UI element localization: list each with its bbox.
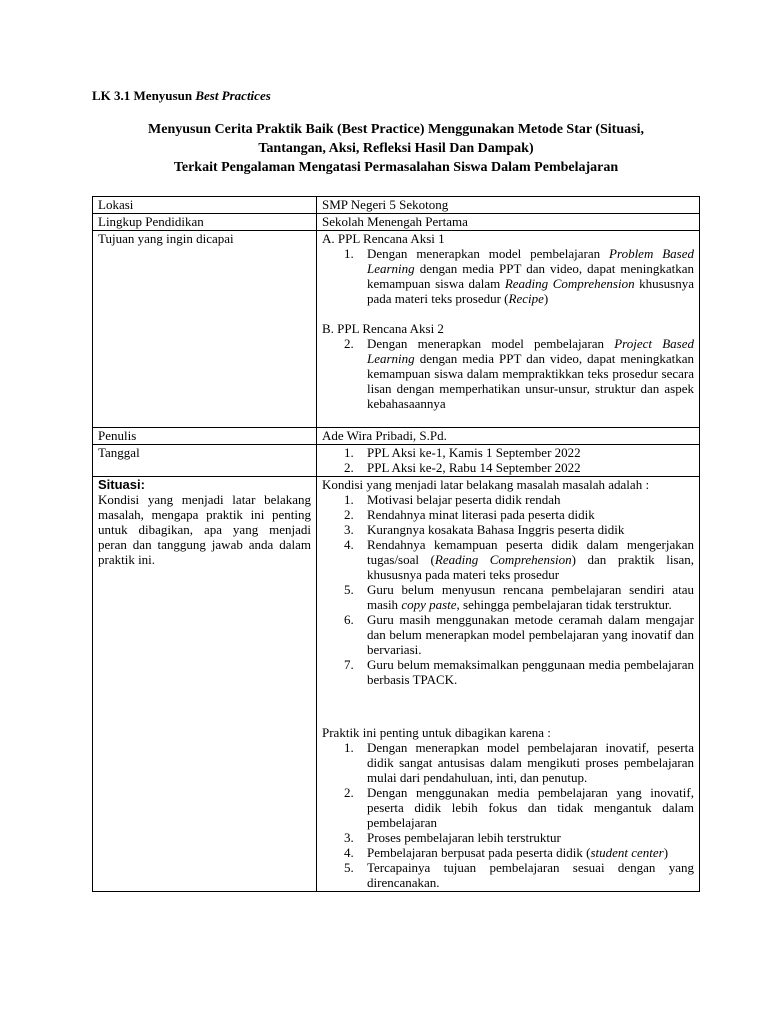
praktik-item xyxy=(322,860,694,890)
item-number: 5. xyxy=(344,582,354,597)
tanggal-label: Tanggal xyxy=(93,445,317,477)
tanggal-item-text: PPL Aksi ke-1, Kamis 1 September 2022 xyxy=(367,445,581,460)
item-number: 4. xyxy=(344,845,354,860)
aksi-1-heading: A. PPL Rencana Aksi 1 xyxy=(322,231,445,246)
praktik-item-text: Dengan menerapkan model pembelajaran inovatif, peserta didik sangat antusisas dalam mengikuti proses pembelajaran mulai dari pendahuluan, inti, dan penutup. xyxy=(367,740,694,785)
worksheet-label xyxy=(92,88,271,103)
row-penulis xyxy=(93,428,700,445)
kondisi-list xyxy=(322,492,694,687)
aksi-1-text-3: khususnya pada materi teks prosedur ( xyxy=(367,276,695,306)
best-practice-table xyxy=(92,196,700,892)
aksi-1-italic-1: Problem Based Learning xyxy=(367,246,694,276)
kondisi-item xyxy=(322,537,694,582)
aksi-2-heading: B. PPL Rencana Aksi 2 xyxy=(322,321,444,336)
row-situasi xyxy=(93,477,700,892)
tanggal-item xyxy=(322,460,694,475)
item-number: 5. xyxy=(344,860,354,875)
item-number: 2. xyxy=(344,460,354,475)
praktik-item xyxy=(322,740,694,785)
item-number: 1. xyxy=(344,740,354,755)
tanggal-list xyxy=(322,445,694,475)
praktik-item-text: Dengan menggunakan media pembelajaran yang inovatif, peserta didik lebih fokus dan tidak mengantuk dalam pembelajaran xyxy=(367,785,694,830)
item-number: 6. xyxy=(344,612,354,627)
heading-line-3: Terkait Pengalaman Mengatasi Permasalahan Siswa Dalam Pembelajaran xyxy=(173,160,619,175)
aksi-1-list xyxy=(322,246,694,306)
spacer xyxy=(322,411,694,426)
item-number: 1. xyxy=(344,445,354,460)
item-number: 3. xyxy=(344,830,354,845)
aksi-1-item xyxy=(322,246,694,306)
kondisi-item xyxy=(322,582,694,612)
situasi-value xyxy=(317,477,700,892)
praktik-item xyxy=(322,785,694,830)
aksi-2-italic-1: Project Based Learning xyxy=(367,336,694,366)
aksi-1-italic-2: Reading Comprehension xyxy=(504,276,635,291)
aksi-1-text-2: dengan media PPT dan video, dapat meningkatkan kemampuan siswa dalam xyxy=(367,261,694,291)
tanggal-item xyxy=(322,445,694,460)
worksheet-label-italic: Best Practices xyxy=(195,88,271,103)
aksi-2-text-1: Dengan menerapkan model pembelajaran xyxy=(367,336,615,351)
worksheet-label-text: LK 3.1 Menyusun xyxy=(92,88,196,103)
tanggal-item-text: PPL Aksi ke-2, Rabu 14 September 2022 xyxy=(367,460,581,475)
kondisi-item-text: Motivasi belajar peserta didik rendah xyxy=(367,492,561,507)
item-number: 3. xyxy=(344,522,354,537)
situasi-cell xyxy=(93,477,317,892)
kondisi-item xyxy=(322,522,694,537)
penulis-value: Ade Wira Pribadi, S.Pd. xyxy=(317,428,700,445)
heading-line-2: Tantangan, Aksi, Refleksi Hasil Dan Dampak) xyxy=(258,141,534,156)
row-tanggal xyxy=(93,445,700,477)
item-number: 2. xyxy=(344,785,354,800)
item-number: 7. xyxy=(344,657,354,672)
praktik-item-text: Proses pembelajaran lebih terstruktur xyxy=(367,830,561,845)
kondisi-item xyxy=(322,507,694,522)
lokasi-label: Lokasi xyxy=(93,197,317,214)
lingkup-label: Lingkup Pendidikan xyxy=(93,214,317,231)
aksi-1-italic-3: Recipe xyxy=(508,291,544,306)
praktik-item xyxy=(322,830,694,845)
penulis-label: Penulis xyxy=(93,428,317,445)
praktik-item-text: Pembelajaran berpusat pada peserta didik (student center) xyxy=(367,845,669,860)
item-number: 1. xyxy=(344,492,354,507)
item-number: 4. xyxy=(344,537,354,552)
aksi-2-item xyxy=(322,336,694,411)
praktik-list xyxy=(322,740,694,890)
kondisi-item-text: Guru belum menyusun rencana pembelajaran sendiri atau masih copy paste, sehingga pembelajaran tidak terstruktur. xyxy=(367,582,694,612)
kondisi-item-text: Kurangnya kosakata Bahasa Inggris peserta didik xyxy=(367,522,625,537)
kondisi-item-text: Guru masih menggunakan metode ceramah dalam mengajar dan belum menerapkan model pembelajaran yang inovatif dan bervariasi. xyxy=(367,612,694,657)
lokasi-value: SMP Negeri 5 Sekotong xyxy=(317,197,700,214)
row-tujuan xyxy=(93,231,700,428)
situasi-title: Situasi: xyxy=(98,477,145,492)
aksi-2-text-2: dengan media PPT dan video, dapat meningkatkan kemampuan siswa dalam mempraktikkan teks prosedur secara lisan dengan memperhatikan unsur-unsur, struktur dan aspek kebahasaannya xyxy=(367,351,694,411)
kondisi-item xyxy=(322,492,694,507)
aksi-2-list xyxy=(322,336,694,411)
lingkup-value: Sekolah Menengah Pertama xyxy=(317,214,700,231)
aksi-1-text-1: Dengan menerapkan model pembelajaran xyxy=(367,246,610,261)
row-lokasi xyxy=(93,197,700,214)
tanggal-value xyxy=(317,445,700,477)
spacer xyxy=(322,306,694,321)
heading-line-1: Menyusun Cerita Praktik Baik (Best Practice) Menggunakan Metode Star (Situasi, xyxy=(148,122,644,137)
row-lingkup xyxy=(93,214,700,231)
kondisi-item-text: Rendahnya kemampuan peserta didik dalam mengerjakan tugas/soal (Reading Comprehension) dan praktik lisan, khususnya pada materi teks prosedur xyxy=(367,537,695,582)
situasi-description: Kondisi yang menjadi latar belakang masalah, mengapa praktik ini penting untuk dibagikan, apa yang menjadi peran dan tanggung jawab anda dalam praktik ini. xyxy=(98,492,311,567)
item-number: 1. xyxy=(344,246,354,261)
kondisi-item-text: Guru belum memaksimalkan penggunaan media pembelajaran berbasis TPACK. xyxy=(367,657,694,687)
praktik-item xyxy=(322,845,694,860)
tujuan-label: Tujuan yang ingin dicapai xyxy=(93,231,317,428)
praktik-intro: Praktik ini penting untuk dibagikan karena : xyxy=(322,725,551,740)
spacer xyxy=(322,687,694,725)
item-number: 2. xyxy=(344,336,354,351)
item-number: 2. xyxy=(344,507,354,522)
kondisi-item xyxy=(322,612,694,657)
aksi-1-text-4: ) xyxy=(543,291,549,306)
tujuan-value xyxy=(317,231,700,428)
kondisi-item xyxy=(322,657,694,687)
kondisi-intro: Kondisi yang menjadi latar belakang masalah masalah adalah : xyxy=(322,477,650,492)
praktik-item-text: Tercapainya tujuan pembelajaran sesuai dengan yang direncanakan. xyxy=(367,860,694,890)
kondisi-item-text: Rendahnya minat literasi pada peserta didik xyxy=(367,507,595,522)
document-heading xyxy=(92,120,700,177)
